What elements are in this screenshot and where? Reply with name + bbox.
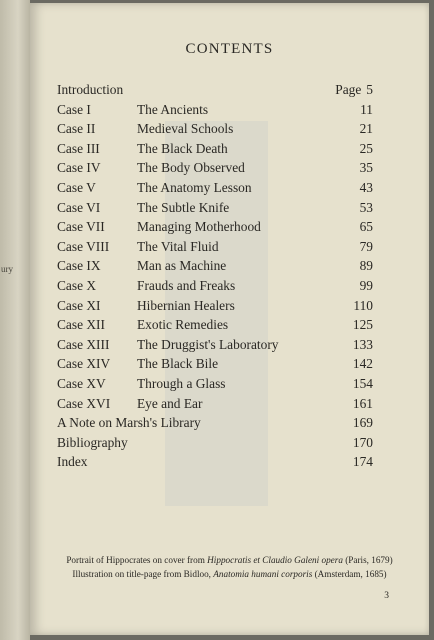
toc-row [57, 139, 373, 159]
toc-row [57, 296, 373, 316]
toc-page-number [335, 80, 373, 100]
toc-page-number: 65 [359, 219, 373, 235]
toc-row [57, 315, 373, 335]
toc-entry-title: The Anatomy Lesson [137, 179, 252, 195]
toc-entry-title: Eye and Ear [137, 395, 203, 411]
toc-page-number: 169 [352, 415, 373, 431]
page-label: Page [335, 82, 362, 97]
toc-page-number: 161 [352, 395, 373, 411]
toc-entry-title: Through a Glass [137, 375, 226, 391]
toc-case-number: Case V [57, 179, 96, 195]
toc-page-number: 170 [352, 434, 373, 450]
toc-case-number: Case XV [57, 375, 106, 391]
toc-page-number: 110 [353, 297, 373, 313]
toc-row [57, 198, 373, 218]
toc-case-number: Case IV [57, 160, 101, 176]
toc-entry-title: The Druggist's Laboratory [137, 336, 279, 352]
toc-row-introduction [57, 80, 373, 100]
toc-page-number: 133 [352, 336, 373, 352]
toc-case-number: Case XII [57, 317, 105, 333]
toc-entry-title: Frauds and Freaks [137, 277, 236, 293]
toc-page-number: 35 [359, 160, 373, 176]
toc-entry-title: The Vital Fluid [137, 238, 219, 254]
toc-entry-title: The Black Death [137, 140, 228, 156]
toc-row [57, 276, 373, 296]
credit-text: (Amsterdam, 1685) [312, 569, 387, 579]
toc-case-number: Case III [57, 140, 100, 156]
credit-line-cover [30, 553, 429, 567]
credit-text: Portrait of Hippocrates on cover from [66, 555, 208, 565]
credit-book-title: Anatomia humani corporis [213, 569, 313, 579]
credit-book-title: Hippocratis et Claudio Galeni opera [207, 555, 343, 565]
toc-row [57, 413, 373, 433]
toc-entry-title: Bibliography [57, 434, 128, 450]
toc-page-number: 142 [352, 356, 373, 372]
toc-entry-title: Managing Motherhood [137, 219, 261, 235]
toc-case-number: Case XIII [57, 336, 110, 352]
toc-page-number: 21 [359, 121, 373, 137]
toc-case-number: Case II [57, 121, 96, 137]
toc-row [57, 256, 373, 276]
toc-page-number: 154 [352, 375, 373, 391]
toc-page-number: 25 [359, 140, 373, 156]
toc-row [57, 217, 373, 237]
illustration-credits [30, 553, 429, 581]
toc-page-number: 79 [359, 238, 373, 254]
toc-page-number: 125 [352, 317, 373, 333]
toc-entry-title: A Note on Marsh's Library [57, 415, 201, 431]
toc-case-number: Case VI [57, 199, 101, 215]
toc-case-number: Case XI [57, 297, 101, 313]
back-matter-list [57, 413, 373, 472]
toc-entry-title: Hibernian Healers [137, 297, 235, 313]
book-page [30, 3, 429, 635]
credit-text: (Paris, 1679) [342, 555, 393, 565]
toc-page-number: 99 [359, 277, 373, 293]
toc-case-number: Case XIV [57, 356, 111, 372]
credit-line-title-page [30, 567, 429, 581]
toc-row [57, 374, 373, 394]
case-list [57, 100, 373, 414]
facing-page-edge [0, 0, 30, 640]
toc-case-number: Case X [57, 277, 97, 293]
toc-case-number: Case VII [57, 219, 105, 235]
toc-row [57, 394, 373, 414]
toc-row [57, 158, 373, 178]
toc-entry-title: The Subtle Knife [137, 199, 230, 215]
toc-page-number: 89 [359, 258, 373, 274]
toc-case-number: Case I [57, 101, 91, 117]
toc-page-value: 5 [366, 82, 373, 97]
toc-entry-title: The Body Observed [137, 160, 245, 176]
toc-row [57, 335, 373, 355]
toc-entry-title: The Ancients [137, 101, 209, 117]
toc-case-number: Case VIII [57, 238, 110, 254]
toc-page-number: 53 [359, 199, 373, 215]
toc-row [57, 119, 373, 139]
toc-row [57, 354, 373, 374]
toc-row [57, 433, 373, 453]
credit-text: Illustration on title-page from Bidloo, [72, 569, 214, 579]
toc-row [57, 100, 373, 120]
toc-entry-title: Medieval Schools [137, 121, 234, 137]
toc-page-number: 43 [359, 179, 373, 195]
toc-page-number: 174 [352, 454, 373, 470]
toc-row [57, 178, 373, 198]
toc-entry-title: Man as Machine [137, 258, 227, 274]
toc-case-number: Case IX [57, 258, 101, 274]
page-folio-number: 3 [384, 591, 389, 601]
table-of-contents [57, 80, 373, 472]
contents-heading: CONTENTS [185, 41, 274, 57]
toc-entry-title: The Black Bile [137, 356, 219, 372]
toc-case-number: Case XVI [57, 395, 111, 411]
toc-entry-title: Exotic Remedies [137, 317, 229, 333]
toc-page-number: 11 [360, 101, 373, 117]
toc-row [57, 237, 373, 257]
toc-entry-title: Index [57, 454, 88, 470]
toc-entry-title: Introduction [57, 82, 124, 97]
facing-page-text-fragment: ury [1, 264, 13, 274]
toc-row [57, 452, 373, 472]
